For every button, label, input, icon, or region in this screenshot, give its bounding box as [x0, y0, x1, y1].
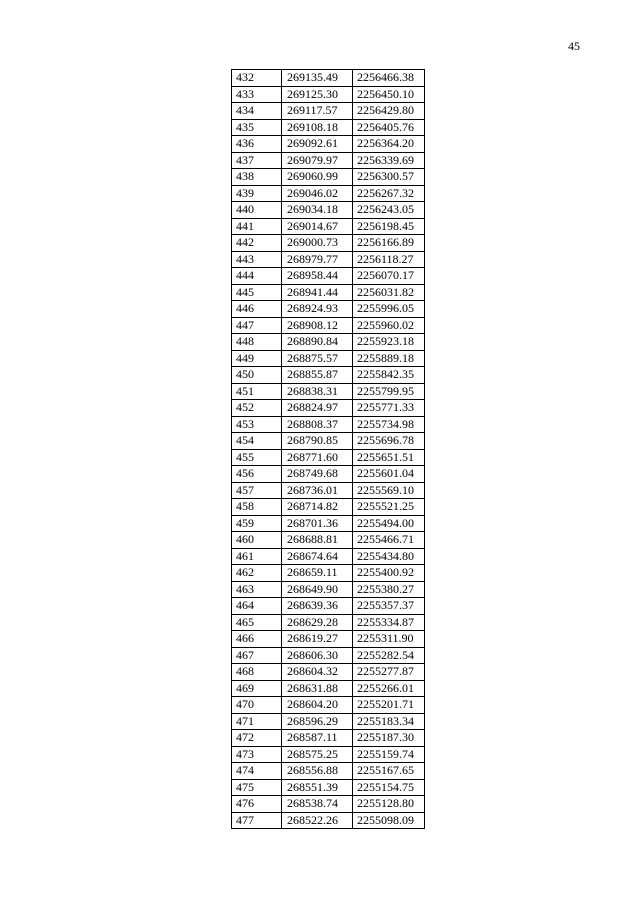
x-coordinate-cell: 268575.25	[282, 746, 353, 763]
x-coordinate-cell: 268688.81	[282, 532, 353, 549]
y-coordinate-cell: 2255434.80	[353, 548, 425, 565]
y-coordinate-cell: 2255799.95	[353, 383, 425, 400]
point-number-cell: 453	[232, 416, 282, 433]
table-row	[232, 664, 425, 681]
table-row	[232, 86, 425, 103]
y-coordinate-cell: 2256405.76	[353, 119, 425, 136]
x-coordinate-cell: 268659.11	[282, 565, 353, 582]
y-coordinate-cell: 2255960.02	[353, 317, 425, 334]
x-coordinate-cell: 269117.57	[282, 103, 353, 120]
y-coordinate-cell: 2255400.92	[353, 565, 425, 582]
y-coordinate-cell: 2255159.74	[353, 746, 425, 763]
point-number-cell: 437	[232, 152, 282, 169]
y-coordinate-cell: 2255154.75	[353, 779, 425, 796]
table-row	[232, 466, 425, 483]
table-row	[232, 218, 425, 235]
table-row	[232, 433, 425, 450]
x-coordinate-cell: 269079.97	[282, 152, 353, 169]
y-coordinate-cell: 2255128.80	[353, 796, 425, 813]
coordinates-table-body	[232, 70, 425, 829]
x-coordinate-cell: 269034.18	[282, 202, 353, 219]
point-number-cell: 467	[232, 647, 282, 664]
y-coordinate-cell: 2256070.17	[353, 268, 425, 285]
table-row	[232, 763, 425, 780]
y-coordinate-cell: 2255923.18	[353, 334, 425, 351]
table-row	[232, 317, 425, 334]
table-row	[232, 499, 425, 516]
table-row	[232, 548, 425, 565]
point-number-cell: 475	[232, 779, 282, 796]
x-coordinate-cell: 268838.31	[282, 383, 353, 400]
x-coordinate-cell: 268855.87	[282, 367, 353, 384]
x-coordinate-cell: 268639.36	[282, 598, 353, 615]
table-row	[232, 449, 425, 466]
table-row	[232, 532, 425, 549]
point-number-cell: 444	[232, 268, 282, 285]
table-row	[232, 169, 425, 186]
point-number-cell: 451	[232, 383, 282, 400]
y-coordinate-cell: 2255466.71	[353, 532, 425, 549]
point-number-cell: 464	[232, 598, 282, 615]
point-number-cell: 450	[232, 367, 282, 384]
point-number-cell: 436	[232, 136, 282, 153]
y-coordinate-cell: 2255771.33	[353, 400, 425, 417]
x-coordinate-cell: 268674.64	[282, 548, 353, 565]
point-number-cell: 448	[232, 334, 282, 351]
table-row	[232, 400, 425, 417]
x-coordinate-cell: 268556.88	[282, 763, 353, 780]
y-coordinate-cell: 2256364.20	[353, 136, 425, 153]
y-coordinate-cell: 2255696.78	[353, 433, 425, 450]
x-coordinate-cell: 268596.29	[282, 713, 353, 730]
point-number-cell: 460	[232, 532, 282, 549]
x-coordinate-cell: 268701.36	[282, 515, 353, 532]
point-number-cell: 442	[232, 235, 282, 252]
table-row	[232, 185, 425, 202]
x-coordinate-cell: 268941.44	[282, 284, 353, 301]
x-coordinate-cell: 268824.97	[282, 400, 353, 417]
table-row	[232, 697, 425, 714]
x-coordinate-cell: 268979.77	[282, 251, 353, 268]
y-coordinate-cell: 2256031.82	[353, 284, 425, 301]
y-coordinate-cell: 2256267.32	[353, 185, 425, 202]
y-coordinate-cell: 2255334.87	[353, 614, 425, 631]
table-row	[232, 614, 425, 631]
x-coordinate-cell: 269108.18	[282, 119, 353, 136]
point-number-cell: 465	[232, 614, 282, 631]
point-number-cell: 445	[232, 284, 282, 301]
y-coordinate-cell: 2255494.00	[353, 515, 425, 532]
table-row	[232, 152, 425, 169]
table-row	[232, 235, 425, 252]
x-coordinate-cell: 268736.01	[282, 482, 353, 499]
y-coordinate-cell: 2256429.80	[353, 103, 425, 120]
y-coordinate-cell: 2256198.45	[353, 218, 425, 235]
y-coordinate-cell: 2255521.25	[353, 499, 425, 516]
x-coordinate-cell: 268587.11	[282, 730, 353, 747]
x-coordinate-cell: 268631.88	[282, 680, 353, 697]
x-coordinate-cell: 268604.20	[282, 697, 353, 714]
x-coordinate-cell: 268771.60	[282, 449, 353, 466]
point-number-cell: 443	[232, 251, 282, 268]
point-number-cell: 439	[232, 185, 282, 202]
x-coordinate-cell: 269000.73	[282, 235, 353, 252]
table-row	[232, 680, 425, 697]
y-coordinate-cell: 2255601.04	[353, 466, 425, 483]
y-coordinate-cell: 2255651.51	[353, 449, 425, 466]
point-number-cell: 438	[232, 169, 282, 186]
coordinates-table	[231, 69, 425, 829]
table-row	[232, 779, 425, 796]
point-number-cell: 446	[232, 301, 282, 318]
x-coordinate-cell: 268890.84	[282, 334, 353, 351]
y-coordinate-cell: 2255167.65	[353, 763, 425, 780]
point-number-cell: 457	[232, 482, 282, 499]
point-number-cell: 440	[232, 202, 282, 219]
point-number-cell: 432	[232, 70, 282, 87]
y-coordinate-cell: 2255201.71	[353, 697, 425, 714]
table-row	[232, 482, 425, 499]
x-coordinate-cell: 268551.39	[282, 779, 353, 796]
y-coordinate-cell: 2255266.01	[353, 680, 425, 697]
y-coordinate-cell: 2255380.27	[353, 581, 425, 598]
point-number-cell: 477	[232, 812, 282, 829]
table-row	[232, 334, 425, 351]
x-coordinate-cell: 268619.27	[282, 631, 353, 648]
page-number: 45	[568, 39, 580, 53]
x-coordinate-cell: 268714.82	[282, 499, 353, 516]
y-coordinate-cell: 2255842.35	[353, 367, 425, 384]
table-row	[232, 284, 425, 301]
x-coordinate-cell: 268790.85	[282, 433, 353, 450]
x-coordinate-cell: 269046.02	[282, 185, 353, 202]
y-coordinate-cell: 2255277.87	[353, 664, 425, 681]
table-row	[232, 202, 425, 219]
point-number-cell: 462	[232, 565, 282, 582]
y-coordinate-cell: 2256300.57	[353, 169, 425, 186]
point-number-cell: 468	[232, 664, 282, 681]
point-number-cell: 463	[232, 581, 282, 598]
x-coordinate-cell: 268958.44	[282, 268, 353, 285]
point-number-cell: 473	[232, 746, 282, 763]
y-coordinate-cell: 2255183.34	[353, 713, 425, 730]
y-coordinate-cell: 2255996.05	[353, 301, 425, 318]
y-coordinate-cell: 2255098.09	[353, 812, 425, 829]
x-coordinate-cell: 269135.49	[282, 70, 353, 87]
point-number-cell: 472	[232, 730, 282, 747]
table-row	[232, 251, 425, 268]
table-row	[232, 383, 425, 400]
point-number-cell: 471	[232, 713, 282, 730]
table-row	[232, 647, 425, 664]
y-coordinate-cell: 2256466.38	[353, 70, 425, 87]
point-number-cell: 433	[232, 86, 282, 103]
x-coordinate-cell: 268649.90	[282, 581, 353, 598]
y-coordinate-cell: 2255889.18	[353, 350, 425, 367]
point-number-cell: 459	[232, 515, 282, 532]
point-number-cell: 452	[232, 400, 282, 417]
point-number-cell: 458	[232, 499, 282, 516]
table-row	[232, 515, 425, 532]
table-row	[232, 631, 425, 648]
x-coordinate-cell: 268875.57	[282, 350, 353, 367]
y-coordinate-cell: 2256243.05	[353, 202, 425, 219]
table-row	[232, 416, 425, 433]
x-coordinate-cell: 269014.67	[282, 218, 353, 235]
point-number-cell: 474	[232, 763, 282, 780]
table-row	[232, 581, 425, 598]
table-row	[232, 565, 425, 582]
x-coordinate-cell: 269060.99	[282, 169, 353, 186]
table-row	[232, 796, 425, 813]
point-number-cell: 466	[232, 631, 282, 648]
x-coordinate-cell: 269125.30	[282, 86, 353, 103]
y-coordinate-cell: 2255569.10	[353, 482, 425, 499]
table-row	[232, 301, 425, 318]
table-row	[232, 119, 425, 136]
point-number-cell: 441	[232, 218, 282, 235]
x-coordinate-cell: 268606.30	[282, 647, 353, 664]
point-number-cell: 455	[232, 449, 282, 466]
table-row	[232, 103, 425, 120]
x-coordinate-cell: 268538.74	[282, 796, 353, 813]
point-number-cell: 449	[232, 350, 282, 367]
point-number-cell: 469	[232, 680, 282, 697]
x-coordinate-cell: 268629.28	[282, 614, 353, 631]
table-row	[232, 730, 425, 747]
table-row	[232, 746, 425, 763]
point-number-cell: 470	[232, 697, 282, 714]
y-coordinate-cell: 2255357.37	[353, 598, 425, 615]
x-coordinate-cell: 268908.12	[282, 317, 353, 334]
point-number-cell: 434	[232, 103, 282, 120]
table-row	[232, 136, 425, 153]
table-row	[232, 70, 425, 87]
table-row	[232, 598, 425, 615]
y-coordinate-cell: 2256339.69	[353, 152, 425, 169]
x-coordinate-cell: 268522.26	[282, 812, 353, 829]
x-coordinate-cell: 268604.32	[282, 664, 353, 681]
y-coordinate-cell: 2255734.98	[353, 416, 425, 433]
x-coordinate-cell: 268924.93	[282, 301, 353, 318]
x-coordinate-cell: 268749.68	[282, 466, 353, 483]
y-coordinate-cell: 2256166.89	[353, 235, 425, 252]
point-number-cell: 447	[232, 317, 282, 334]
point-number-cell: 461	[232, 548, 282, 565]
table-row	[232, 367, 425, 384]
point-number-cell: 435	[232, 119, 282, 136]
point-number-cell: 476	[232, 796, 282, 813]
x-coordinate-cell: 268808.37	[282, 416, 353, 433]
y-coordinate-cell: 2256118.27	[353, 251, 425, 268]
point-number-cell: 456	[232, 466, 282, 483]
table-row	[232, 713, 425, 730]
point-number-cell: 454	[232, 433, 282, 450]
y-coordinate-cell: 2255282.54	[353, 647, 425, 664]
table-row	[232, 350, 425, 367]
y-coordinate-cell: 2256450.10	[353, 86, 425, 103]
y-coordinate-cell: 2255311.90	[353, 631, 425, 648]
x-coordinate-cell: 269092.61	[282, 136, 353, 153]
y-coordinate-cell: 2255187.30	[353, 730, 425, 747]
table-row	[232, 268, 425, 285]
table-row	[232, 812, 425, 829]
